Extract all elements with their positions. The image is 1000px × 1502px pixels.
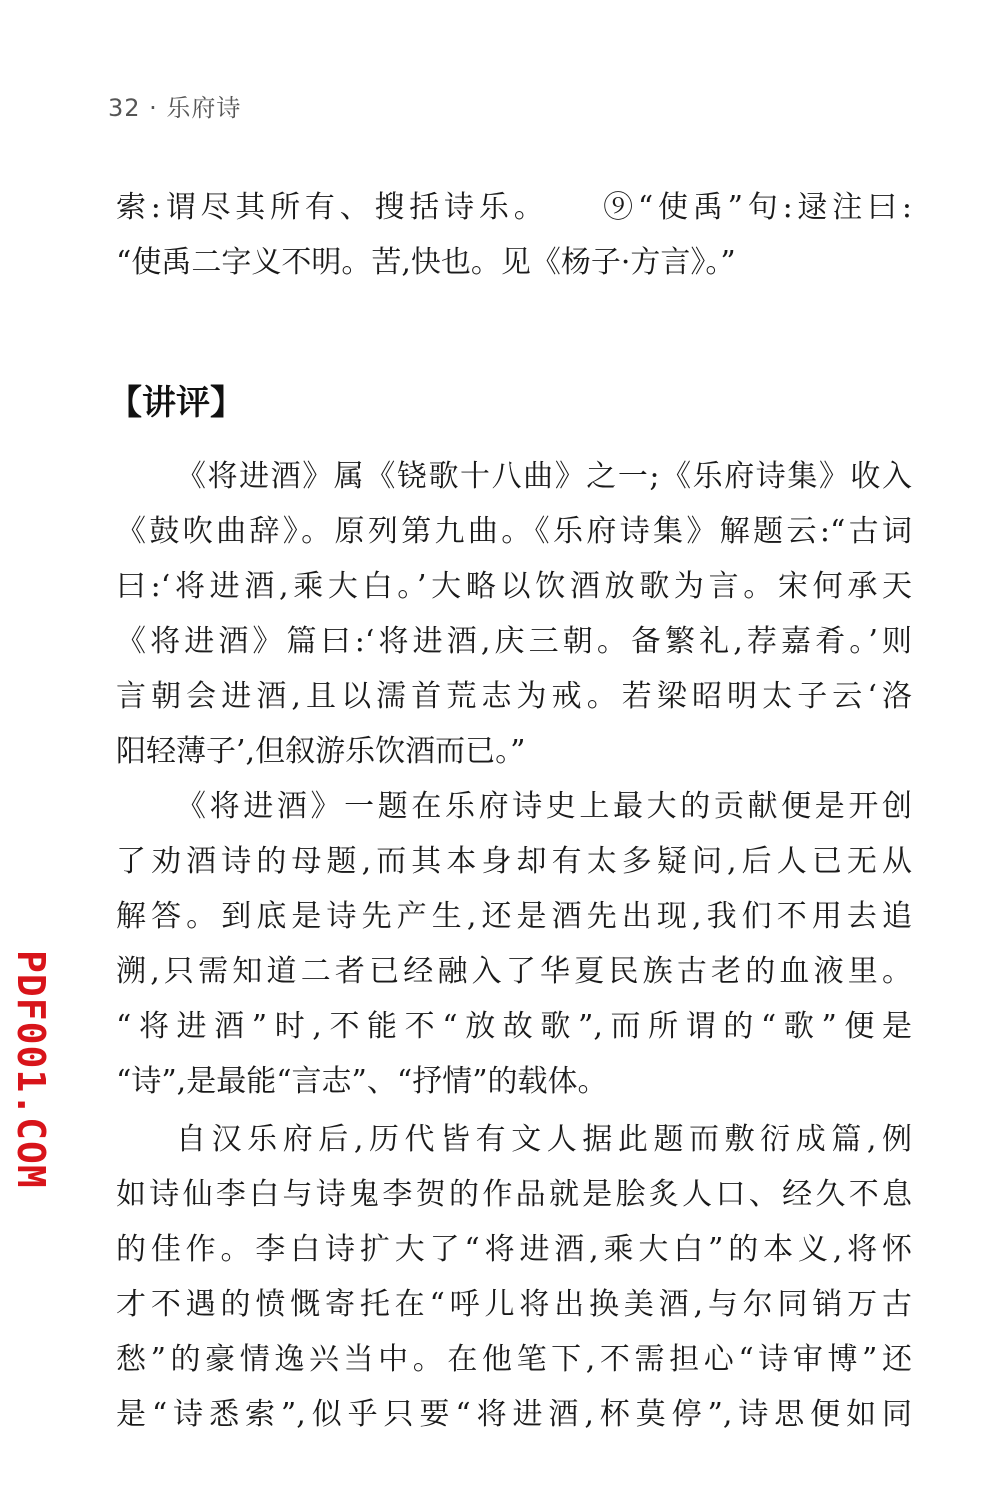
paragraph-3-line-3: 的佳作。李白诗扩大了“将进酒,乘大白”的本义,将怀 [116,1232,912,1267]
paragraph-2-line-3: 解答。到底是诗先产生,还是酒先出现,我们不用去追 [116,899,912,934]
watermark-text: PDF001.COM [9,950,53,1189]
paragraph-3-line-4: 才不遇的愤慨寄托在“呼儿将出换美酒,与尔同销万古 [116,1287,912,1322]
paragraph-1-line-6: 阳轻薄子’,但叙游乐饮酒而已。” [116,734,526,769]
watermark [8,950,54,1210]
paragraph-2-line-6: “诗”,是最能“言志”、“抒情”的载体。 [116,1064,608,1099]
note-line-2: “使禹二字义不明。苦,快也。见《杨子·方言》。” [116,245,736,280]
paragraph-2-line-4: 溯,只需知道二者已经融入了华夏民族古老的血液里。 [116,954,912,989]
paragraph-1-line-3: 曰:‘将进酒,乘大白。’大略以饮酒放歌为言。宋何承天 [116,569,912,604]
running-header: 32 · 乐府诗 [108,94,242,122]
paragraph-1-line-1: 《将进酒》属《铙歌十八曲》之一;《乐府诗集》收入 [176,459,912,494]
paragraph-1-line-2: 《鼓吹曲辞》。原列第九曲。《乐府诗集》解题云:“古词 [116,514,912,549]
section-heading: 【讲评】 [108,383,244,423]
paragraph-1-line-4: 《将进酒》篇曰:‘将进酒,庆三朝。备繁礼,荐嘉肴。’则 [116,624,912,659]
note-line-1: 索:谓尽其所有、搜括诗乐。 ⑨“使禹”句:逯注曰: [116,190,912,225]
paragraph-2-line-2: 了劝酒诗的母题,而其本身却有太多疑问,后人已无从 [116,844,912,879]
paragraph-2-line-1: 《将进酒》一题在乐府诗史上最大的贡献便是开创 [176,789,912,824]
paragraph-3-line-5: 愁”的豪情逸兴当中。在他笔下,不需担心“诗审博”还 [116,1342,912,1377]
paragraph-2-line-5: “将进酒”时,不能不“放故歌”,而所谓的“歌”便是 [116,1009,912,1044]
paragraph-1-line-5: 言朝会进酒,且以濡首荒志为戒。若梁昭明太子云‘洛 [116,679,912,714]
paragraph-3-line-2: 如诗仙李白与诗鬼李贺的作品就是脍炙人口、经久不息 [116,1177,912,1212]
paragraph-3-line-6: 是“诗悉索”,似乎只要“将进酒,杯莫停”,诗思便如同 [116,1397,912,1432]
paragraph-3-line-1: 自汉乐府后,历代皆有文人据此题而敷衍成篇,例 [176,1122,912,1157]
